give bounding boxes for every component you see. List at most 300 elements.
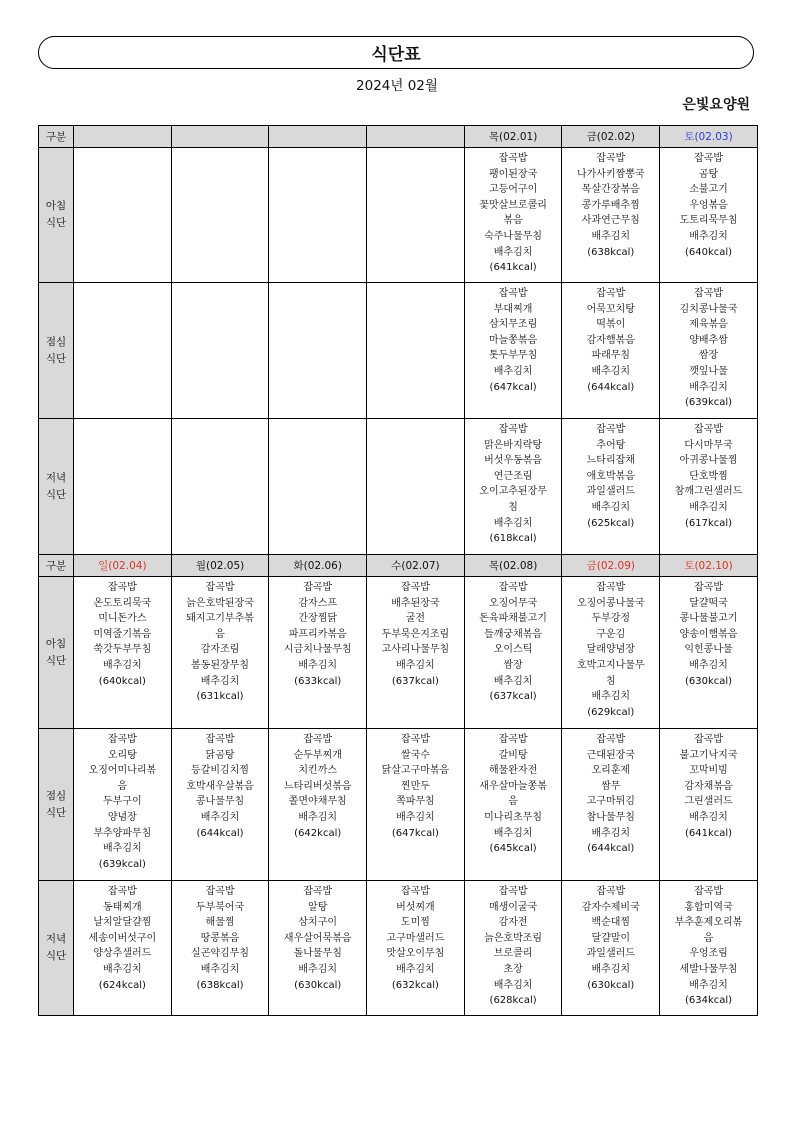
menu-item: 배추김치 <box>298 963 338 975</box>
menu-item: 새우살어묵볶음 <box>283 932 352 944</box>
menu-item: 마늘쫑볶음 <box>488 334 538 346</box>
menu-item: 다시마무국 <box>684 439 733 451</box>
menu-item: 오리탕 <box>107 749 137 761</box>
menu-cell <box>464 148 562 283</box>
menu-item: 버섯찌개 <box>396 901 435 913</box>
menu-cell <box>562 283 660 419</box>
menu-item: 잡곡밥 <box>107 582 137 593</box>
menu-item: 등갈비김치찜 <box>191 765 250 777</box>
menu-item: 삼치구이 <box>298 917 338 929</box>
menu-item: 감자수제비국 <box>581 901 640 913</box>
menu-cell <box>74 283 172 419</box>
menu-item: 침 <box>508 501 518 513</box>
menu-cell <box>74 729 172 881</box>
menu-item: (630kcal) <box>294 979 342 991</box>
menu-item: 잡곡밥 <box>694 734 724 745</box>
page-title: 식단표 <box>371 45 421 65</box>
menu-item: 돼지고기부추볶 <box>186 613 254 625</box>
menu-item: 느타리잡채 <box>586 455 635 467</box>
menu-item: 매생이굴국 <box>488 901 538 913</box>
menu-item: 고등어구이 <box>488 184 538 196</box>
menu-item: 양상추샐러드 <box>93 948 152 960</box>
menu-item: 늙은호박조림 <box>484 932 543 944</box>
menu-item: (629kcal) <box>587 706 635 718</box>
menu-item: 찐만두 <box>400 780 430 792</box>
lunch-label <box>39 283 74 419</box>
breakfast-row <box>39 577 758 729</box>
dinner-label <box>39 419 74 555</box>
menu-item: 땅콩볶음 <box>200 932 240 944</box>
menu-item: 배추김치 <box>103 843 142 855</box>
day-header: 토(02.10) <box>660 555 758 577</box>
menu-item: 잡곡밥 <box>694 886 724 897</box>
section-label: 구분 <box>39 555 74 577</box>
menu-item: 콩나물불고기 <box>679 613 738 625</box>
menu-item: (630kcal) <box>587 979 635 991</box>
menu-item: 배추김치 <box>396 963 435 975</box>
meal-label-line: 점심 <box>45 335 67 348</box>
organization-name: 은빛요양원 <box>682 97 750 113</box>
menu-cell <box>464 729 562 881</box>
menu-item: 잡곡밥 <box>400 582 430 593</box>
menu-item: 배추김치 <box>200 675 240 687</box>
menu-item: 우엉조림 <box>689 948 728 960</box>
menu-item: 배추김치 <box>493 979 533 991</box>
menu-item: 해물완자전 <box>488 765 538 777</box>
menu-item: 근대된장국 <box>586 749 635 761</box>
menu-item: 배추김치 <box>200 811 240 823</box>
menu-item: 톳두부무침 <box>488 350 538 362</box>
menu-item: 양송이햄볶음 <box>679 628 738 640</box>
menu-item: 부대찌개 <box>493 303 533 315</box>
menu-item: 참나물무침 <box>586 811 635 823</box>
menu-item: 배추김치 <box>591 827 631 839</box>
menu-item: 맛살오이무침 <box>386 948 445 960</box>
menu-item: 쌈장 <box>698 350 719 362</box>
day-header: 목(02.08) <box>464 555 562 577</box>
menu-item: 달래양념장 <box>586 644 635 656</box>
menu-item: 오리훈제 <box>591 765 631 777</box>
menu-item: 오징어콩나물국 <box>576 597 645 609</box>
menu-item: (644kcal) <box>587 843 635 855</box>
menu-item: 우엉볶음 <box>689 199 728 211</box>
menu-cell <box>660 577 758 729</box>
menu-cell <box>660 881 758 1016</box>
menu-item: (638kcal) <box>587 246 635 258</box>
menu-item: (632kcal) <box>391 979 439 991</box>
day-header <box>269 126 367 148</box>
lunch-label <box>39 729 74 881</box>
breakfast-row <box>39 148 758 283</box>
menu-item: 잡곡밥 <box>205 886 235 897</box>
menu-item: 배추김치 <box>493 246 533 258</box>
menu-item: 잡곡밥 <box>498 424 528 435</box>
menu-item: 잡곡밥 <box>596 153 626 164</box>
menu-cell <box>464 283 562 419</box>
menu-cell <box>269 881 367 1016</box>
menu-item: 콩나물무침 <box>195 796 245 808</box>
menu-item: 배추김치 <box>689 979 728 991</box>
menu-item: 침 <box>605 675 616 687</box>
menu-item: 오징어미나리볶 <box>88 765 157 777</box>
menu-item: 배추김치 <box>689 659 728 671</box>
menu-item: 닭살고구마볶음 <box>381 765 450 777</box>
menu-item: (647kcal) <box>489 381 537 393</box>
menu-cell <box>660 729 758 881</box>
menu-item: 배추김치 <box>591 501 631 513</box>
menu-item: 음 <box>117 780 128 792</box>
menu-cell <box>171 148 269 283</box>
menu-item: 아귀콩나물찜 <box>679 455 738 467</box>
breakfast-label <box>39 148 74 283</box>
week-header-row <box>39 555 758 577</box>
menu-item: 배추김치 <box>591 230 631 242</box>
menu-item: 배추김치 <box>689 381 728 393</box>
menu-item: 두부강정 <box>591 613 631 625</box>
menu-item: 도미찜 <box>400 917 430 929</box>
menu-item: 잡곡밥 <box>694 424 724 435</box>
menu-item: (638kcal) <box>196 979 244 991</box>
menu-cell <box>171 729 269 881</box>
menu-item: 봄동된장무침 <box>191 659 250 671</box>
menu-cell <box>269 283 367 419</box>
dinner-row <box>39 881 758 1016</box>
menu-item: 음 <box>508 796 518 808</box>
menu-item: 양념장 <box>107 811 137 823</box>
menu-item: 배추김치 <box>200 963 240 975</box>
menu-item: 과일샐러드 <box>586 486 635 498</box>
menu-item: 잡곡밥 <box>303 582 333 593</box>
menu-item: (644kcal) <box>196 827 244 839</box>
day-header <box>171 126 269 148</box>
menu-item: 잡곡밥 <box>596 582 626 593</box>
menu-item: 순두부찌개 <box>293 749 342 761</box>
meal-label-line: 점심 <box>45 789 67 802</box>
menu-item: 꼬막비빔 <box>689 765 728 777</box>
menu-item: 감자채볶음 <box>684 780 733 792</box>
day-header <box>74 126 172 148</box>
menu-item: 익힌콩나물 <box>684 644 733 656</box>
menu-item: 쑥갓두부무침 <box>93 644 152 656</box>
menu-item: 잡곡밥 <box>596 424 626 435</box>
menu-item: 연근조림 <box>493 470 533 482</box>
menu-item: 숙주나물무침 <box>484 230 543 242</box>
menu-item: 불고기낙지국 <box>679 749 738 761</box>
menu-item: 부추훈제오리볶 <box>674 917 743 929</box>
period-label: 2024년 02월 <box>356 78 438 94</box>
menu-item: 쌈장 <box>503 659 523 671</box>
meal-label-line: 아침 <box>45 200 67 212</box>
menu-item: 떡볶이 <box>596 319 626 331</box>
menu-item: 오징어무국 <box>488 597 538 609</box>
lunch-row <box>39 283 758 419</box>
menu-item: 고사리나물무침 <box>381 644 450 656</box>
menu-cell <box>269 577 367 729</box>
menu-item: 어묵꼬치탕 <box>586 303 635 315</box>
day-header: 일(02.04) <box>74 555 172 577</box>
menu-item: 감자조림 <box>200 644 240 656</box>
menu-item: 배추김치 <box>103 659 142 671</box>
menu-item: 김치콩나물국 <box>679 303 738 315</box>
meal-label-line: 식단 <box>45 806 67 819</box>
menu-item: 치킨까스 <box>298 765 338 777</box>
menu-item: 소불고기 <box>689 184 728 196</box>
menu-item: (624kcal) <box>98 979 146 991</box>
menu-item: 삼치무조림 <box>488 319 538 331</box>
menu-cell <box>464 419 562 555</box>
menu-item: 잡곡밥 <box>694 153 724 164</box>
menu-cell <box>367 577 465 729</box>
menu-item: 세발나물무침 <box>679 963 738 975</box>
menu-item: 배추김치 <box>689 230 728 242</box>
menu-item: (644kcal) <box>587 381 635 393</box>
day-header: 토(02.03) <box>660 126 758 148</box>
menu-cell <box>74 881 172 1016</box>
menu-item: 배추김치 <box>396 811 435 823</box>
menu-item: (634kcal) <box>684 995 733 1007</box>
menu-item: 잡곡밥 <box>303 886 333 897</box>
menu-item: 배추김치 <box>689 811 728 823</box>
meal-label-line: 식단 <box>45 654 67 667</box>
menu-cell <box>74 577 172 729</box>
menu-item: 늙은호박된장국 <box>186 597 254 609</box>
menu-item: 잡곡밥 <box>205 734 235 745</box>
meal-label-line: 식단 <box>45 488 67 501</box>
day-header: 화(02.06) <box>269 555 367 577</box>
menu-item: 배추김치 <box>298 811 338 823</box>
menu-item: 닭곰탕 <box>205 749 235 761</box>
menu-item: 호박고지나물무 <box>576 659 645 671</box>
menu-item: 양배추쌈 <box>689 334 728 346</box>
menu-item: (645kcal) <box>489 843 537 855</box>
day-header <box>367 126 465 148</box>
menu-cell <box>562 148 660 283</box>
menu-item: (642kcal) <box>294 827 342 839</box>
menu-item: 나가사키짬뽕국 <box>576 168 645 180</box>
menu-item: (625kcal) <box>587 517 635 529</box>
section-label: 구분 <box>39 126 74 148</box>
menu-item: (641kcal) <box>684 827 733 839</box>
menu-item: 콩가루배추찜 <box>581 199 640 211</box>
menu-item: 애호박볶음 <box>586 470 635 482</box>
menu-item: 잡곡밥 <box>596 886 626 897</box>
menu-item: 잡곡밥 <box>498 288 528 299</box>
menu-item: 버섯우동볶음 <box>484 455 543 467</box>
breakfast-label <box>39 577 74 729</box>
menu-item: 감자스프 <box>298 597 338 609</box>
menu-item: 오이스틱 <box>493 644 533 656</box>
menu-item: 달걀떡국 <box>689 597 728 609</box>
meal-label-line: 식단 <box>45 217 67 229</box>
menu-item: 온도토리묵국 <box>93 597 152 609</box>
menu-cell <box>171 577 269 729</box>
menu-item: 두부구이 <box>103 796 142 808</box>
menu-cell <box>660 148 758 283</box>
menu-item: 단호박찜 <box>689 470 728 482</box>
menu-item: (637kcal) <box>489 691 537 703</box>
menu-item: 감자전 <box>498 917 528 929</box>
menu-cell <box>171 419 269 555</box>
menu-item: 배추김치 <box>493 365 533 377</box>
dinner-row <box>39 419 758 555</box>
meal-label-line: 저녁 <box>45 471 67 484</box>
menu-item: 초장 <box>503 963 523 975</box>
day-header: 월(02.05) <box>171 555 269 577</box>
meal-label-line: 식단 <box>45 950 67 962</box>
menu-item: 돈육파채불고기 <box>479 613 547 625</box>
menu-item: 감자햄볶음 <box>586 334 635 346</box>
menu-item: (640kcal) <box>684 246 733 258</box>
menu-cell <box>367 419 465 555</box>
menu-item: 잡곡밥 <box>694 288 724 299</box>
menu-cell <box>660 283 758 419</box>
menu-item: 오이고추된장무 <box>479 486 547 498</box>
menu-item: 배추된장국 <box>391 597 440 609</box>
menu-item: 홍합미역국 <box>684 901 733 913</box>
meal-label-line: 식단 <box>45 352 67 365</box>
menu-item: 잡곡밥 <box>498 886 528 897</box>
menu-item: (633kcal) <box>294 675 342 687</box>
menu-cell <box>367 729 465 881</box>
menu-item: (639kcal) <box>684 397 733 409</box>
menu-cell <box>269 419 367 555</box>
menu-item: 제육볶음 <box>689 319 728 331</box>
day-header: 목(02.01) <box>464 126 562 148</box>
menu-item: 배추김치 <box>298 659 338 671</box>
menu-item: 팽이된장국 <box>488 168 538 180</box>
menu-item: 배추김치 <box>396 659 435 671</box>
menu-item: 참깨그린샐러드 <box>674 486 743 498</box>
menu-item: 들깨궁채볶음 <box>484 628 543 640</box>
menu-cell <box>464 577 562 729</box>
menu-item: 달걀말이 <box>591 932 631 944</box>
menu-item: 갈비탕 <box>498 749 528 761</box>
week-header-row <box>39 126 758 148</box>
menu-item: 실곤약김무침 <box>191 948 250 960</box>
menu-item: 부추양파무침 <box>93 827 152 839</box>
menu-item: 두부묵은지조림 <box>381 628 450 640</box>
menu-item: 잡곡밥 <box>596 734 626 745</box>
menu-item: 잡곡밥 <box>400 886 430 897</box>
menu-item: 그린샐러드 <box>684 796 733 808</box>
menu-item: 볶음 <box>503 215 523 227</box>
menu-item: 잡곡밥 <box>694 582 724 593</box>
menu-item: 배추김치 <box>493 827 533 839</box>
menu-table <box>38 125 758 1016</box>
menu-cell <box>562 419 660 555</box>
menu-item: 배추김치 <box>591 691 631 703</box>
menu-item: 동태찌개 <box>103 901 142 913</box>
menu-cell <box>74 148 172 283</box>
lunch-row <box>39 729 758 881</box>
menu-item: 배추김치 <box>591 365 631 377</box>
day-header: 금(02.09) <box>562 555 660 577</box>
menu-item: 깻잎나물 <box>689 365 728 377</box>
menu-item: 맑은바지락탕 <box>484 439 543 451</box>
menu-cell <box>562 577 660 729</box>
menu-item: 해물찜 <box>205 917 235 929</box>
menu-item: 잡곡밥 <box>107 734 137 745</box>
menu-item: 고구마튀김 <box>586 796 635 808</box>
menu-item: 음 <box>215 628 225 640</box>
menu-cell <box>269 148 367 283</box>
menu-item: (647kcal) <box>391 827 439 839</box>
menu-cell <box>464 881 562 1016</box>
menu-item: (639kcal) <box>98 858 146 870</box>
menu-item: 잡곡밥 <box>400 734 430 745</box>
menu-item: 쌈무 <box>601 780 621 792</box>
menu-cell <box>74 419 172 555</box>
menu-item: 추어탕 <box>596 439 626 451</box>
menu-item: (628kcal) <box>489 995 537 1007</box>
dinner-label <box>39 881 74 1016</box>
menu-item: (641kcal) <box>489 262 537 274</box>
menu-item: 음 <box>703 932 714 944</box>
day-header: 금(02.02) <box>562 126 660 148</box>
meal-label-line: 저녁 <box>45 933 67 945</box>
menu-item: 브로콜리 <box>493 948 533 960</box>
menu-item: 잡곡밥 <box>498 734 528 745</box>
menu-item: 과일샐러드 <box>586 948 635 960</box>
menu-item: 느타리버섯볶음 <box>283 780 352 792</box>
menu-item: 호박새우살볶음 <box>186 780 254 792</box>
menu-cell <box>562 729 660 881</box>
menu-item: 날치알달걀찜 <box>93 917 152 929</box>
menu-item: 두부북어국 <box>195 901 245 913</box>
menu-item: 잡곡밥 <box>205 582 235 593</box>
menu-cell <box>367 148 465 283</box>
menu-item: 시금치나물무침 <box>283 644 352 656</box>
menu-item: 목살간장볶음 <box>581 184 640 196</box>
menu-item: 잡곡밥 <box>107 886 137 897</box>
menu-item: 알탕 <box>308 901 328 913</box>
menu-item: 쫄면야채무침 <box>288 796 347 808</box>
menu-item: (640kcal) <box>98 675 146 687</box>
menu-item: 구운김 <box>596 628 626 640</box>
menu-item: 세송이버섯구이 <box>88 932 157 944</box>
menu-cell <box>171 283 269 419</box>
menu-item: 잡곡밥 <box>498 153 528 164</box>
menu-item: 파래무침 <box>591 350 631 362</box>
menu-item: (618kcal) <box>489 533 537 545</box>
menu-item: 사과연근무침 <box>581 215 640 227</box>
menu-item: 미역줄기볶음 <box>93 628 152 640</box>
menu-item: 파프리카볶음 <box>288 628 347 640</box>
menu-item: 잡곡밥 <box>596 288 626 299</box>
menu-item: (631kcal) <box>196 691 244 703</box>
menu-item: 고구마샐러드 <box>386 932 445 944</box>
menu-cell <box>269 729 367 881</box>
menu-cell <box>367 881 465 1016</box>
menu-item: 쌀국수 <box>400 749 430 761</box>
menu-cell <box>171 881 269 1016</box>
menu-item: 미니돈가스 <box>98 613 147 625</box>
menu-item: 꽃맛살브로콜리 <box>479 199 547 211</box>
menu-cell <box>367 283 465 419</box>
menu-item: 곰탕 <box>698 168 719 180</box>
menu-item: 배추김치 <box>493 517 533 529</box>
menu-item: 도토리묵무침 <box>679 215 738 227</box>
menu-item: 잡곡밥 <box>303 734 333 745</box>
title-box <box>38 36 754 69</box>
menu-item: (637kcal) <box>391 675 439 687</box>
menu-item: 백순대찜 <box>591 917 631 929</box>
meal-label-line: 아침 <box>45 637 67 650</box>
menu-item: (630kcal) <box>684 675 733 687</box>
menu-item: 배추김치 <box>591 963 631 975</box>
menu-item: 돌나물무침 <box>293 948 342 960</box>
menu-item: 배추김치 <box>103 963 142 975</box>
